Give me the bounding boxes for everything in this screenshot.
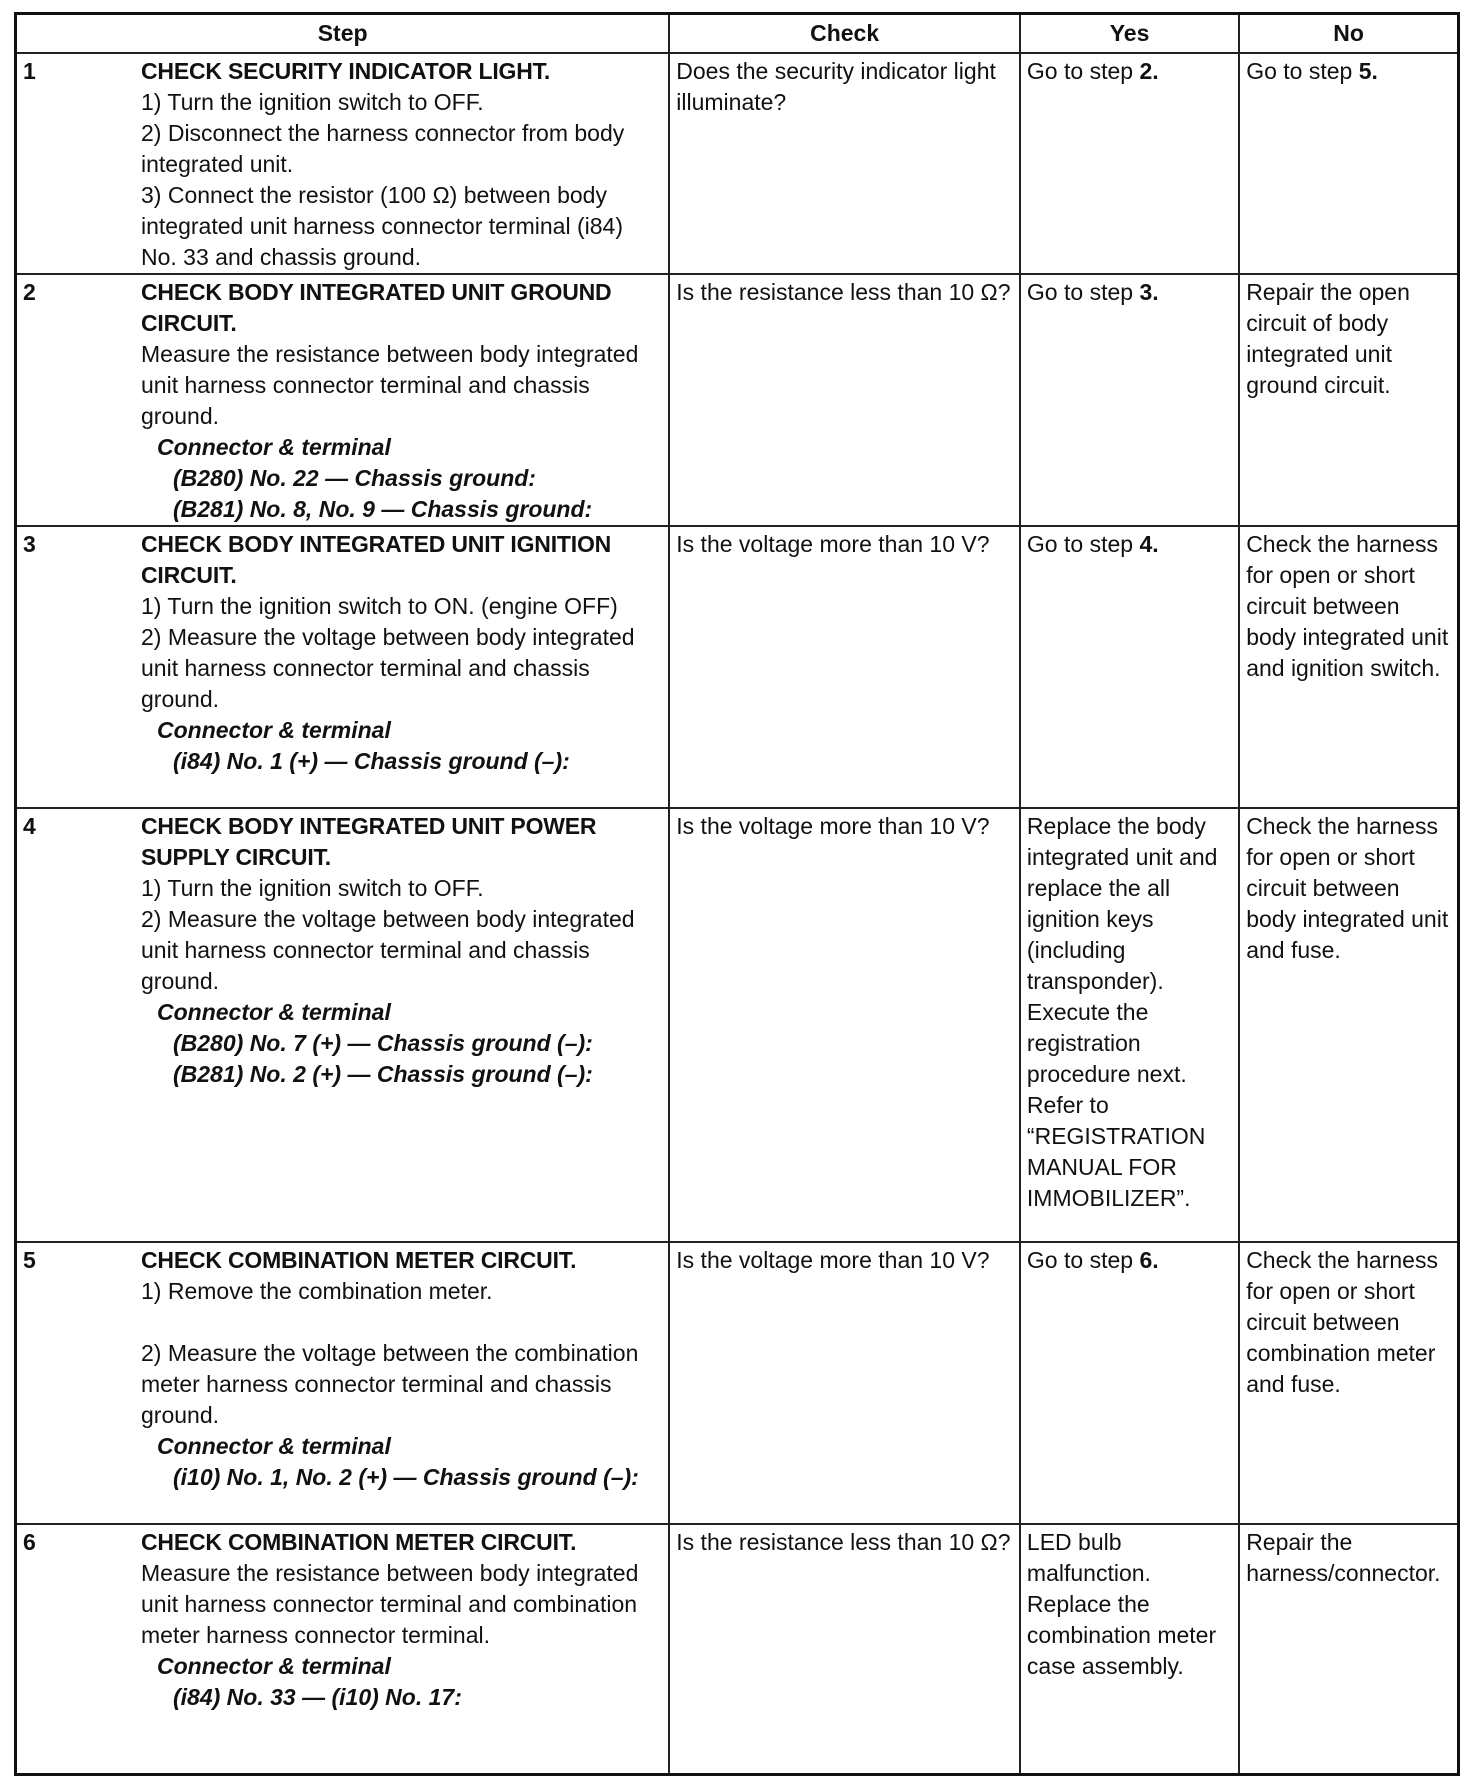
yes-cell xyxy=(1020,53,1239,274)
terminal-spec: (B280) No. 22 — Chassis ground: xyxy=(173,465,536,491)
step-number: 3 xyxy=(23,531,36,557)
step-number: 5 xyxy=(23,1247,36,1273)
check-cell: Is the resistance less than 10 Ω? xyxy=(669,274,1020,526)
check-cell: Is the voltage more than 10 V? xyxy=(669,1242,1020,1524)
step-instruction: 2) Measure the voltage between the combination meter harness connector terminal and chassis ground. xyxy=(141,1340,639,1428)
connector-heading: Connector & terminal xyxy=(157,1433,391,1459)
header-step: Step xyxy=(16,14,670,54)
step-title: CHECK BODY INTEGRATED UNIT GROUND CIRCUIT. xyxy=(141,279,612,336)
terminal-spec: (B281) No. 8, No. 9 — Chassis ground: xyxy=(173,496,593,522)
yes-cell: LED bulb malfunction. Replace the combination meter case assembly. xyxy=(1020,1524,1239,1774)
yes-text: Go to step xyxy=(1026,531,1140,557)
step-cell xyxy=(16,274,670,526)
yes-text: Go to step xyxy=(1026,58,1140,84)
table-row xyxy=(16,274,1459,526)
terminal-spec: (i10) No. 1, No. 2 (+) — Chassis ground (–): xyxy=(173,1464,639,1490)
yes-cell: Replace the body integrated unit and replace the all ignition keys (including transponder). Execute the registration procedure next. Refer to “REGISTRATION MANUAL FOR IMMOBILIZER”. xyxy=(1020,808,1239,1242)
connector-heading: Connector & terminal xyxy=(157,999,391,1025)
connector-heading: Connector & terminal xyxy=(157,434,391,460)
connector-heading: Connector & terminal xyxy=(157,1653,391,1679)
step-instruction: 1) Turn the ignition switch to ON. (engine OFF) xyxy=(141,593,618,619)
no-cell: Check the harness for open or short circuit between body integrated unit and fuse. xyxy=(1239,808,1458,1242)
no-cell: Repair the open circuit of body integrated unit ground circuit. xyxy=(1239,274,1458,526)
header-check: Check xyxy=(669,14,1020,54)
step-instruction: 2) Measure the voltage between body integrated unit harness connector terminal and chassis ground. xyxy=(141,624,635,712)
table-row xyxy=(16,1524,1459,1774)
no-cell: Repair the harness/connector. xyxy=(1239,1524,1458,1774)
diagnostic-table xyxy=(14,12,1460,1776)
yes-cell xyxy=(1020,526,1239,808)
step-number: 2 xyxy=(23,279,36,305)
no-text: Go to step xyxy=(1246,58,1359,84)
step-number: 4 xyxy=(23,813,36,839)
step-instruction: 1) Remove the combination meter. xyxy=(141,1278,493,1304)
blank-line xyxy=(141,1307,663,1338)
check-cell: Is the voltage more than 10 V? xyxy=(669,526,1020,808)
step-title: CHECK BODY INTEGRATED UNIT POWER SUPPLY CIRCUIT. xyxy=(141,813,597,870)
step-title: CHECK COMBINATION METER CIRCUIT. xyxy=(141,1247,577,1273)
step-cell xyxy=(16,808,670,1242)
header-row xyxy=(16,14,1459,54)
step-instruction: 2) Measure the voltage between body integrated unit harness connector terminal and chassis ground. xyxy=(141,906,635,994)
yes-cell xyxy=(1020,274,1239,526)
connector-heading: Connector & terminal xyxy=(157,717,391,743)
step-instruction: 2) Disconnect the harness connector from body integrated unit. xyxy=(141,120,625,177)
step-cell xyxy=(16,53,670,274)
yes-cell xyxy=(1020,1242,1239,1524)
no-cell: Check the harness for open or short circuit between combination meter and fuse. xyxy=(1239,1242,1458,1524)
terminal-spec: (B281) No. 2 (+) — Chassis ground (–): xyxy=(173,1061,593,1087)
step-instruction: Measure the resistance between body integrated unit harness connector terminal and chassis ground. xyxy=(141,341,639,429)
no-cell xyxy=(1239,53,1458,274)
check-cell: Is the voltage more than 10 V? xyxy=(669,808,1020,1242)
step-title: CHECK SECURITY INDICATOR LIGHT. xyxy=(141,58,551,84)
table-row xyxy=(16,1242,1459,1524)
diagnostic-table-page xyxy=(14,12,1460,1776)
step-instruction: 1) Turn the ignition switch to OFF. xyxy=(141,89,484,115)
yes-step-ref: 4. xyxy=(1139,531,1159,557)
step-cell xyxy=(16,1242,670,1524)
no-cell: Check the harness for open or short circuit between body integrated unit and ignition switch. xyxy=(1239,526,1458,808)
terminal-spec: (i84) No. 1 (+) — Chassis ground (–): xyxy=(173,748,570,774)
yes-step-ref: 6. xyxy=(1139,1247,1159,1273)
table-row xyxy=(16,53,1459,274)
yes-step-ref: 3. xyxy=(1139,279,1159,305)
table-row xyxy=(16,526,1459,808)
header-no: No xyxy=(1239,14,1458,54)
step-title: CHECK COMBINATION METER CIRCUIT. xyxy=(141,1529,577,1555)
step-number: 1 xyxy=(23,58,36,84)
step-instruction: Measure the resistance between body integrated unit harness connector terminal and combination meter harness connector terminal. xyxy=(141,1560,639,1648)
yes-text: Go to step xyxy=(1026,1247,1140,1273)
check-cell: Does the security indicator light illuminate? xyxy=(669,53,1020,274)
yes-step-ref: 2. xyxy=(1139,58,1159,84)
yes-text: Go to step xyxy=(1026,279,1140,305)
step-number: 6 xyxy=(23,1529,36,1555)
step-instruction: 1) Turn the ignition switch to OFF. xyxy=(141,875,484,901)
step-instruction: 3) Connect the resistor (100 Ω) between body integrated unit harness connector terminal (i84) No. 33 and chassis ground. xyxy=(141,182,623,270)
table-row xyxy=(16,808,1459,1242)
header-yes: Yes xyxy=(1020,14,1239,54)
terminal-spec: (i84) No. 33 — (i10) No. 17: xyxy=(173,1684,462,1710)
terminal-spec: (B280) No. 7 (+) — Chassis ground (–): xyxy=(173,1030,593,1056)
step-cell xyxy=(16,1524,670,1774)
step-title: CHECK BODY INTEGRATED UNIT IGNITION CIRCUIT. xyxy=(141,531,612,588)
step-cell xyxy=(16,526,670,808)
no-step-ref: 5. xyxy=(1358,58,1378,84)
check-cell: Is the resistance less than 10 Ω? xyxy=(669,1524,1020,1774)
